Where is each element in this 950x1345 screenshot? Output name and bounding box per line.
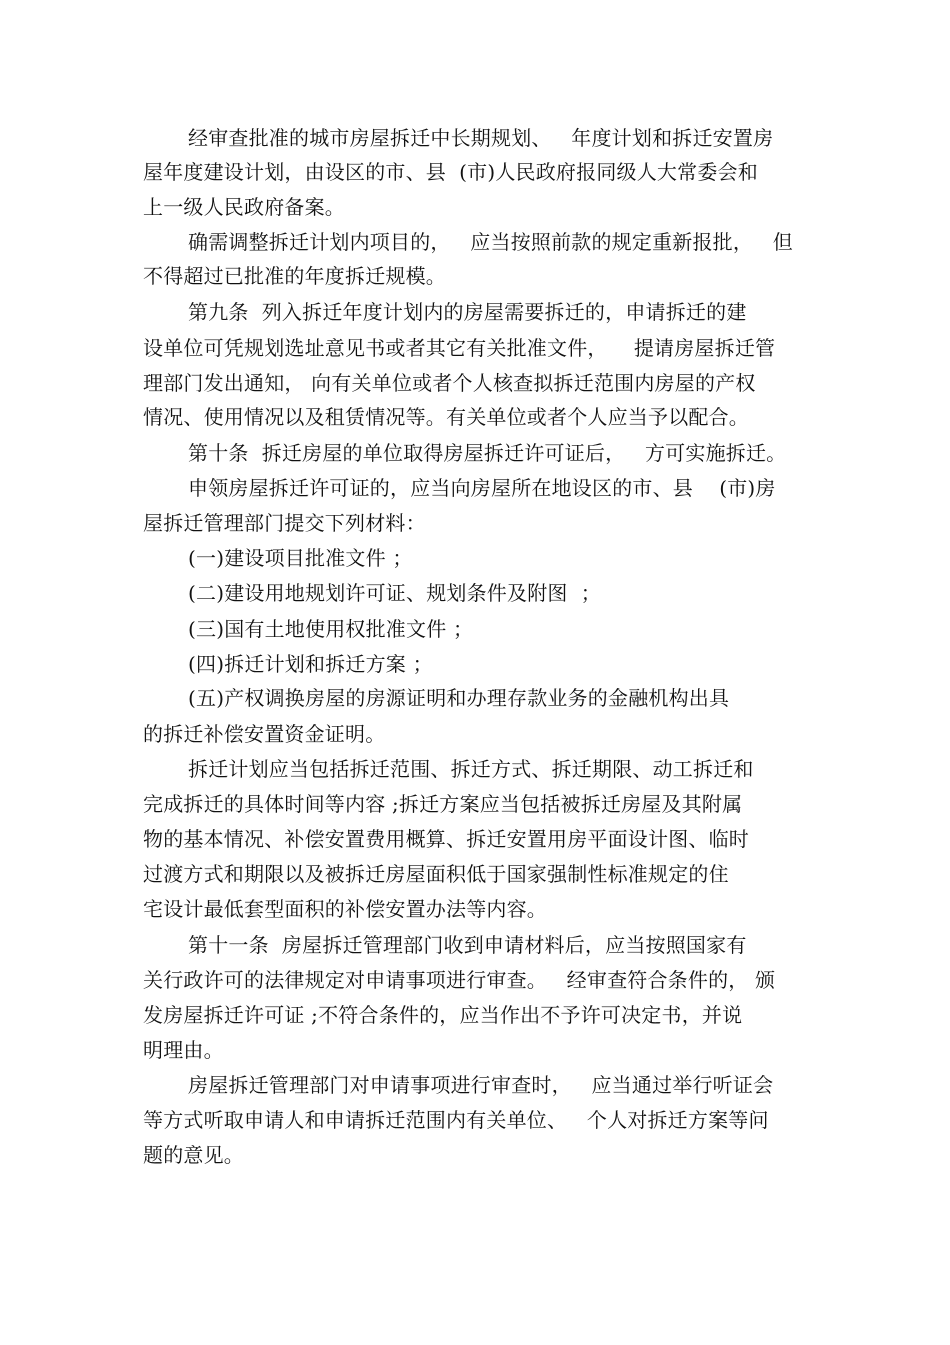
text-line: 完成拆迁的具体时间等内容 ;拆迁方案应当包括被拆迁房屋及其附属 xyxy=(143,792,743,816)
text-line: 不得超过已批准的年度拆迁规模。 xyxy=(143,264,446,288)
text-line: 题的意见。 xyxy=(143,1143,244,1167)
text-line: 的拆迁补偿安置资金证明。 xyxy=(143,722,386,746)
text-line: (四)拆迁计划和拆迁方案 ； xyxy=(188,652,433,676)
text-line: 申领房屋拆迁许可证的，应当向房屋所在地设区的市、县 (市)房 xyxy=(188,476,776,500)
text-line: 确需调整拆迁计划内项目的， 应当按照前款的规定重新报批， 但 xyxy=(188,230,793,254)
text-line: 上一级人民政府备案。 xyxy=(143,195,345,219)
text-line: 第十一条 房屋拆迁管理部门收到申请材料后，应当按照国家有 xyxy=(188,933,747,957)
text-line: 第十条 拆迁房屋的单位取得房屋拆迁许可证后， 方可实施拆迁。 xyxy=(188,441,787,465)
text-line: 屋拆迁管理部门提交下列材料： xyxy=(143,511,426,535)
text-line: 宅设计最低套型面积的补偿安置办法等内容。 xyxy=(143,897,547,921)
text-line: 拆迁计划应当包括拆迁范围、拆迁方式、拆迁期限、动工拆迁和 xyxy=(188,757,754,781)
text-line: 过渡方式和期限以及被拆迁房屋面积低于国家强制性标准规定的住 xyxy=(143,862,729,886)
text-line: 经审查批准的城市房屋拆迁中长期规划、 年度计划和拆迁安置房 xyxy=(188,126,774,150)
text-line: 第九条 列入拆迁年度计划内的房屋需要拆迁的，申请拆迁的建 xyxy=(188,300,747,324)
text-line: (五)产权调换房屋的房源证明和办理存款业务的金融机构出具 xyxy=(188,686,730,710)
text-line: (一)建设项目批准文件 ； xyxy=(188,546,413,570)
text-line: 屋年度建设计划，由设区的市、县 (市)人民政府报同级人大常委会和 xyxy=(143,160,758,184)
text-line: 明理由。 xyxy=(143,1038,224,1062)
text-line: 情况、使用情况以及租赁情况等。有关单位或者个人应当予以配合。 xyxy=(143,405,749,429)
text-line: 设单位可凭规划选址意见书或者其它有关批准文件， 提请房屋拆迁管 xyxy=(143,336,776,360)
text-line: 房屋拆迁管理部门对申请事项进行审查时， 应当通过举行听证会 xyxy=(188,1073,774,1097)
text-line: (二)建设用地规划许可证、规划条件及附图 ； xyxy=(188,581,601,605)
text-line: (三)国有土地使用权批准文件 ； xyxy=(188,617,474,641)
text-line: 理部门发出通知， 向有关单位或者个人核查拟拆迁范围内房屋的产权 xyxy=(143,371,756,395)
text-line: 发房屋拆迁许可证 ;不符合条件的，应当作出不予许可决定书，并说 xyxy=(143,1003,743,1027)
text-line: 等方式听取申请人和申请拆迁范围内有关单位、 个人对拆迁方案等问 xyxy=(143,1108,769,1132)
text-line: 关行政许可的法律规定对申请事项进行审查。 经审查符合条件的， 颁 xyxy=(143,968,776,992)
text-line: 物的基本情况、补偿安置费用概算、拆迁安置用房平面设计图、临时 xyxy=(143,827,749,851)
